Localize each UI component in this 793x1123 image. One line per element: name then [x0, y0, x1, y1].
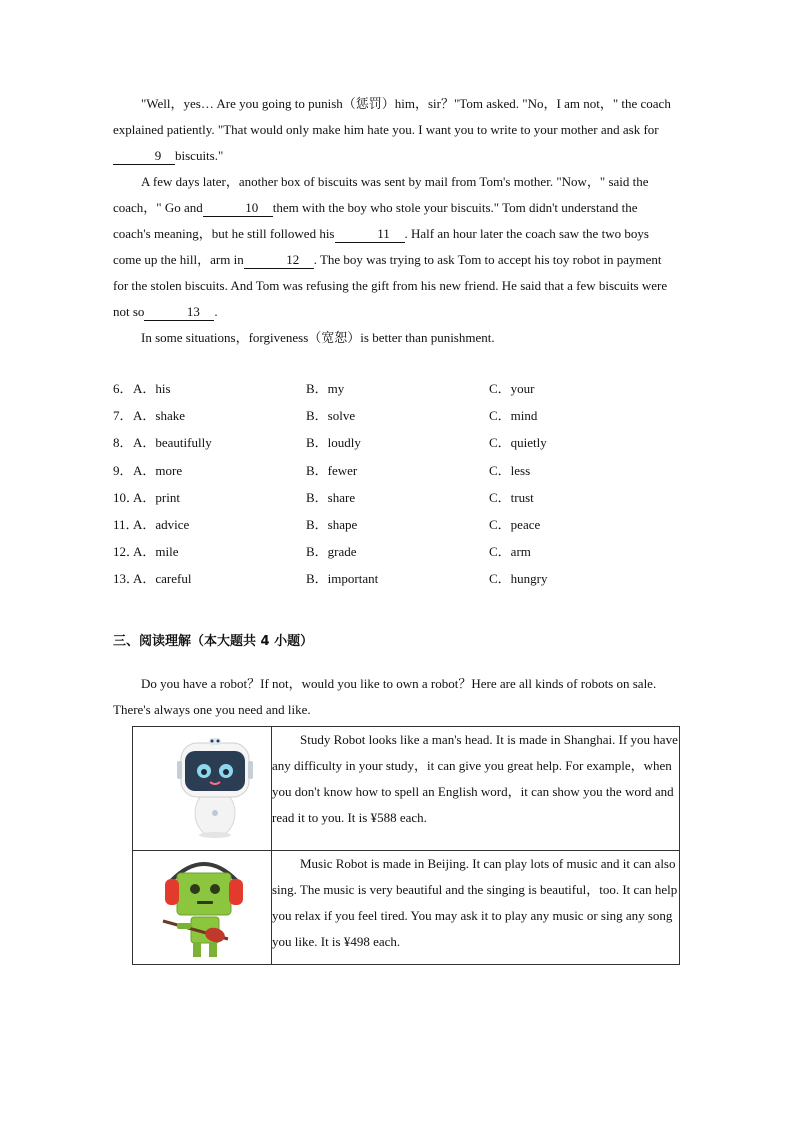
- question-row: [113, 565, 673, 592]
- robots-table: [132, 726, 680, 965]
- option-b: B．shape: [306, 516, 358, 532]
- question-number: 13．: [113, 571, 140, 587]
- passage-text: biscuits.": [175, 148, 224, 163]
- question-number: 12．: [113, 544, 140, 560]
- blank-10: 10: [203, 200, 273, 217]
- option-a: A．mile: [133, 544, 179, 560]
- robot-text: Study Robot looks like a man's head. It is made in Shanghai. If you have any difficulty in your study，it can give you great help. For example，when you don't know how to spell an English word，it can show you the word and read it to you. It is ¥588 each.: [272, 732, 678, 825]
- music-robot-description: [272, 851, 680, 965]
- option-b: B．loudly: [306, 435, 361, 451]
- blank-11: 11: [335, 226, 405, 243]
- intro-text: Do you have a robot？If not，would you like to own a robot？Here are all kinds of robots on sale. There's always one you need and like.: [113, 676, 657, 717]
- passage-text: . Half an hour later the coach saw the two boys come up the hill，arm in: [113, 226, 649, 267]
- option-b: B．share: [306, 489, 356, 505]
- option-b: B．my: [306, 381, 345, 396]
- option-a: A．careful: [133, 571, 192, 587]
- passage-paragraph-1: [113, 91, 678, 169]
- blank-12: 12: [244, 252, 314, 269]
- option-a: A．shake: [133, 408, 185, 424]
- option-a: A．his: [133, 381, 171, 396]
- option-c: C．mind: [489, 408, 538, 424]
- option-c: C．quietly: [489, 435, 547, 451]
- reading-intro: [113, 671, 678, 723]
- study-robot-image: [133, 727, 272, 851]
- option-a: A．beautifully: [133, 435, 212, 451]
- table-row: [133, 727, 680, 851]
- option-a: A．advice: [133, 516, 190, 532]
- question-number: 11．: [113, 516, 139, 532]
- question-options: [113, 375, 673, 593]
- option-c: C．less: [489, 462, 531, 478]
- passage-text: .: [214, 304, 218, 319]
- passage-paragraph-2: [113, 169, 678, 325]
- option-b: B．fewer: [306, 462, 358, 478]
- passage-text: "Well，yes… Are you going to punish（惩罚）him，sir？"Tom asked. "No，I am not，" the coach explained patiently. "That would only make him hate you. I want you to write to your mother and ask for: [113, 96, 671, 137]
- question-number: 6．: [113, 381, 133, 396]
- question-number: 9．: [113, 462, 133, 478]
- blank-13: 13: [144, 304, 214, 321]
- music-robot-image: [133, 851, 272, 965]
- option-a: A．print: [133, 489, 180, 505]
- option-c: C．hungry: [489, 571, 548, 587]
- passage-text: A few days later，another box of biscuits was sent by mail from Tom's mother. "Now，" said the coach，" Go and: [113, 174, 649, 215]
- question-row: [113, 511, 673, 538]
- question-row: [113, 538, 673, 565]
- blank-9: 9: [113, 148, 175, 165]
- section-heading: 三、阅读理解（本大题共 4 小题）: [113, 634, 314, 649]
- option-c: C．trust: [489, 489, 534, 505]
- table-row: [133, 851, 680, 965]
- question-row: [113, 457, 673, 484]
- cloze-passage: [113, 91, 678, 351]
- option-a: A．more: [133, 462, 183, 478]
- passage-paragraph-3: In some situations，forgiveness（宽恕）is better than punishment.: [141, 330, 495, 345]
- passage-text: them with the boy who stole your biscuits." Tom didn't understand the coach's meaning，but he still followed his: [113, 200, 638, 241]
- option-b: B．important: [306, 571, 379, 587]
- option-c: C．peace: [489, 516, 541, 532]
- study-robot-icon: [133, 727, 271, 850]
- question-row: [113, 429, 673, 456]
- question-number: 10．: [113, 489, 140, 505]
- option-b: B．grade: [306, 544, 357, 560]
- option-c: C．your: [489, 381, 535, 396]
- option-b: B．solve: [306, 408, 356, 424]
- question-number: 8．: [113, 435, 133, 451]
- question-row: [113, 402, 673, 429]
- option-c: C．arm: [489, 544, 531, 560]
- study-robot-description: [272, 727, 680, 851]
- robot-text: Music Robot is made in Beijing. It can play lots of music and it can also sing. The music is very beautiful and the singing is beautiful，too. It can help you relax if you feel tired. You may ask it to play any music or sing any song you like. It is ¥498 each.: [272, 856, 678, 949]
- question-number: 7．: [113, 408, 133, 424]
- music-robot-icon: [133, 851, 271, 964]
- question-row: [113, 375, 673, 402]
- question-row: [113, 484, 673, 511]
- passage-text: . The boy was trying to ask Tom to accept his toy robot in payment for the stolen biscuits. And Tom was refusing the gift from his new friend. He said that a few biscuits were not so: [113, 252, 668, 319]
